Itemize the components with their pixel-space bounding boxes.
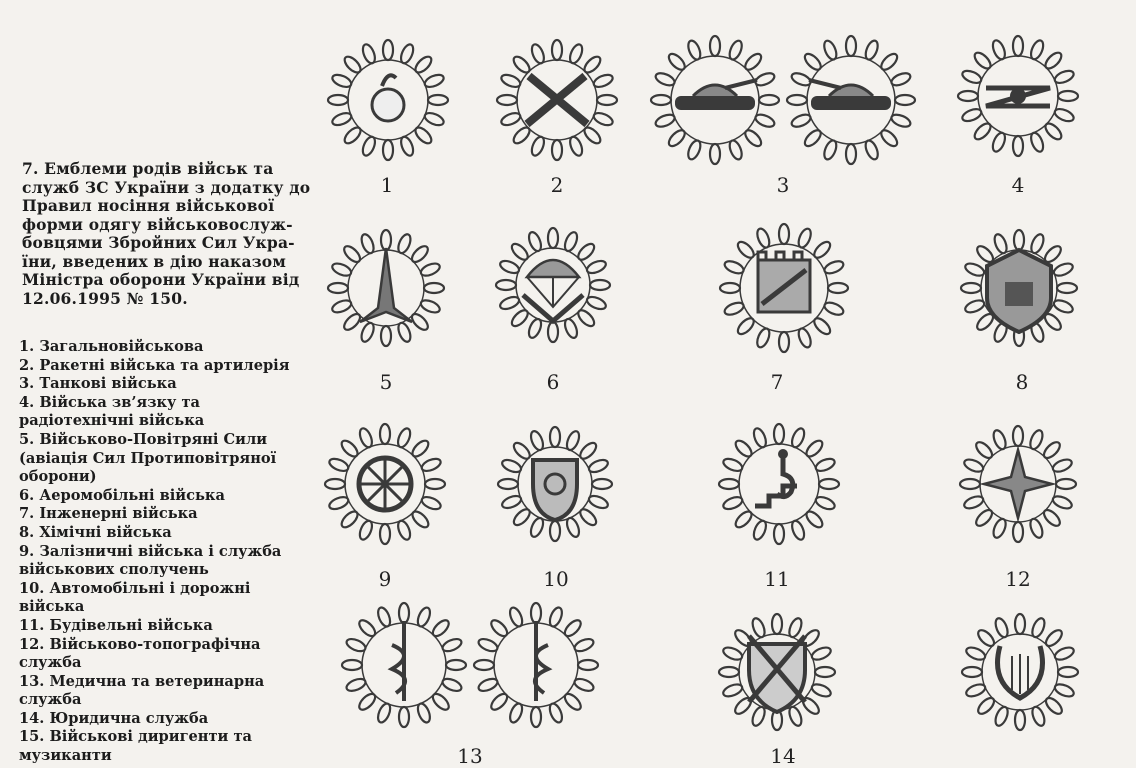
legend-item: 5. Військово-Повітряні Сили (авіація Сил Протиповітряної оборони) — [19, 430, 277, 486]
emblem-legend — [19, 338, 311, 766]
emblem-number-11: 11 — [764, 567, 790, 591]
emblem-number-6: 6 — [546, 370, 560, 394]
legend-item: 11. Будівельні війська — [19, 616, 213, 634]
compass-star-wreath-icon — [958, 424, 1078, 544]
construction-hook-wreath-icon — [717, 422, 841, 546]
legend-item: 8. Хімічні війська — [19, 523, 172, 541]
medical-snake-wreath-icon — [340, 601, 600, 729]
emblem-number-2: 2 — [550, 173, 564, 197]
emblem-number-10: 10 — [543, 567, 569, 591]
chemical-shield-icon — [959, 228, 1079, 348]
legend-item: 1. Загальновійськова — [19, 338, 204, 355]
legend-item: 4. Війська зв’язку та радіотехнічні війська — [19, 393, 205, 430]
automobile-wheel-shield-icon — [496, 425, 614, 543]
railway-wheel-wreath-icon — [323, 422, 447, 546]
emblem-number-4: 4 — [1011, 173, 1025, 197]
legend-item: 3. Танкові війська — [19, 375, 177, 393]
legend-item: 10. Автомобільні і дорожні війська — [19, 579, 251, 616]
emblem-number-13: 13 — [457, 744, 483, 768]
tank-wreath-icon — [649, 34, 917, 166]
emblem-number-5: 5 — [379, 370, 393, 394]
engineer-castle-icon — [718, 222, 850, 354]
emblem-number-12: 12 — [1005, 567, 1031, 591]
legend-item: 9. Залізничні війська і служба військових сполучень — [19, 542, 282, 579]
emblem-number-9: 9 — [378, 567, 392, 591]
grenade-wreath-icon — [326, 38, 450, 162]
legend-item: 14. Юридична служба — [19, 709, 209, 727]
emblem-number-7: 7 — [770, 370, 784, 394]
legend-item: 12. Військово-топографічна служба — [19, 635, 261, 672]
legend-item: 7. Інженерні війська — [19, 505, 198, 523]
crossed-cannons-wreath-icon — [495, 38, 619, 162]
signal-wings-wreath-icon — [956, 34, 1080, 158]
lyre-wreath-icon — [960, 612, 1080, 732]
aircraft-wreath-icon — [326, 228, 446, 348]
emblem-number-3: 3 — [776, 173, 790, 197]
emblem-number-14: 14 — [770, 744, 796, 768]
legend-item: 6. Аеромобільні війська — [19, 486, 225, 504]
emblem-number-8: 8 — [1015, 370, 1029, 394]
legal-shield-sword-icon — [717, 612, 837, 732]
parachute-wreath-icon — [494, 226, 612, 344]
emblem-number-1: 1 — [380, 173, 394, 197]
figure-caption: 7. Емблеми родів військ та служб ЗС України з додатку до Правил носіння військової форми одягу військовослуж-бовцями Збройних Сил Укра-їни, введених в дію наказом Міністра оборони України від 12.06.1995 № 150. — [22, 159, 311, 308]
legend-item: 13. Медична та ветеринарна служба — [19, 672, 265, 709]
legend-item: 2. Ракетні війська та артилерія — [19, 356, 290, 374]
legend-item: 15. Військові диригенти та музиканти — [19, 728, 252, 765]
